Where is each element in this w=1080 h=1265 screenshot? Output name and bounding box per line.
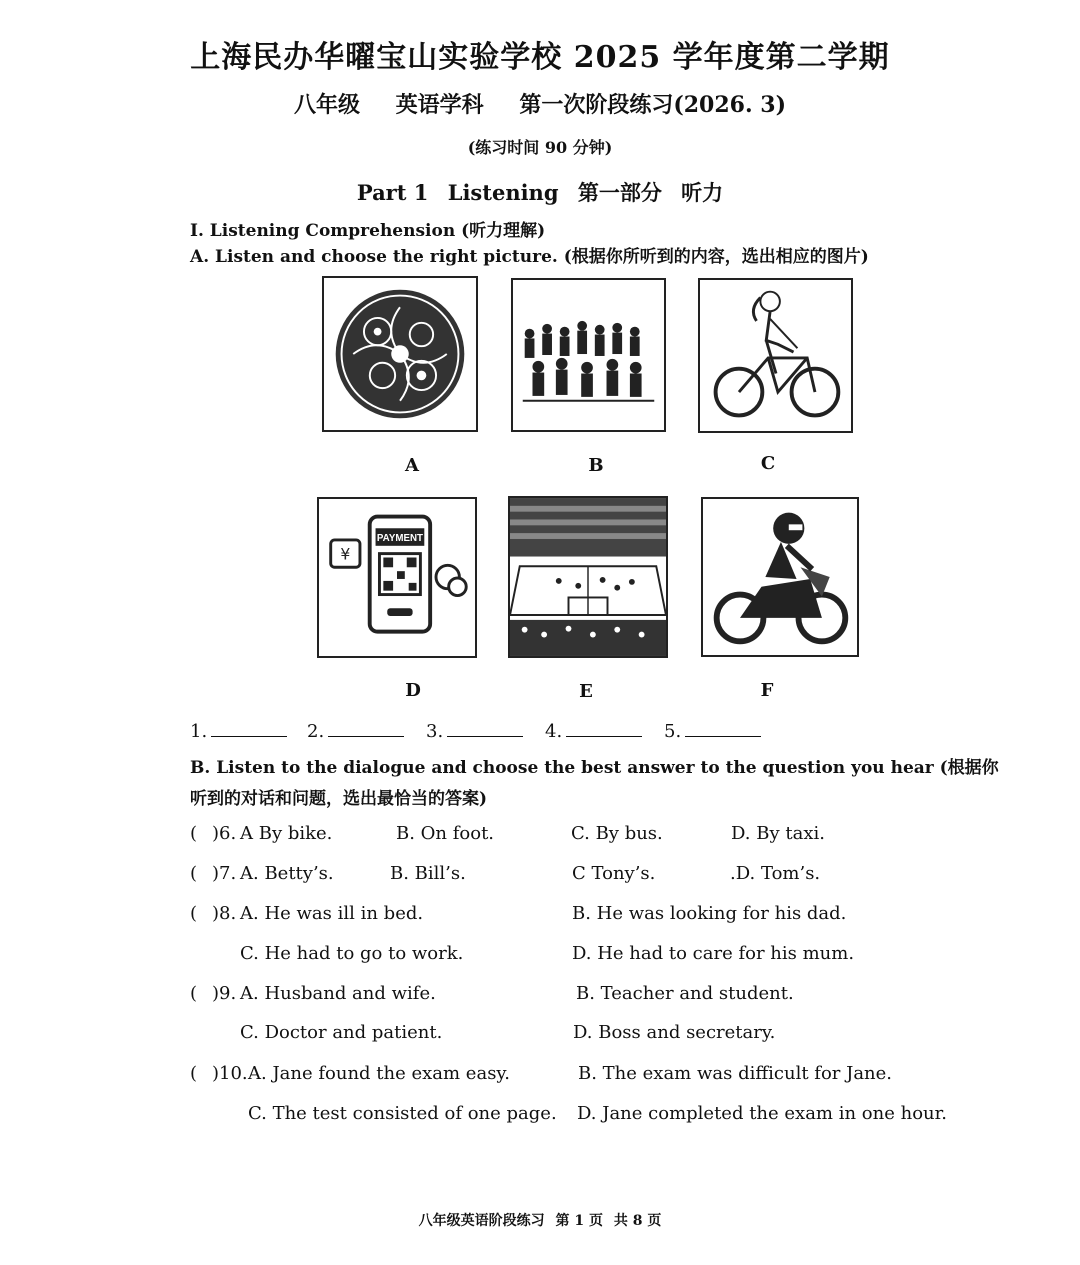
section-a-instruction: A. Listen and choose the right picture. (根据你所听到的内容，选出相应的图片) (190, 247, 869, 267)
picture-c (698, 278, 853, 433)
option-d: D. He had to care for his mum. (572, 943, 855, 964)
part-cn: 第一部分 (577, 180, 662, 205)
answer-bracket[interactable]: ( (190, 983, 198, 1004)
answer-blank-5[interactable] (664, 721, 761, 742)
answer-blank-4[interactable] (545, 721, 642, 742)
motorcycle-rider-icon (703, 499, 857, 655)
question-number: )6. (212, 823, 237, 844)
grade-label: 八年级 (293, 92, 360, 118)
picture-label-f: F (760, 680, 774, 701)
answer-blank-3[interactable] (426, 721, 523, 742)
option-a: A. Betty’s. (240, 863, 334, 884)
girl-cycling-icon (700, 280, 851, 431)
option-c: C Tony’s. (572, 863, 656, 884)
option-d: D. Jane completed the exam in one hour. (577, 1103, 947, 1124)
paper-cut-art-icon (324, 278, 476, 430)
section-heading: I. Listening Comprehension (听力理解) (190, 221, 546, 241)
orchestra-icon (513, 280, 664, 430)
option-d: .D. Tom’s. (730, 863, 821, 884)
part-name: Listening (447, 180, 559, 205)
option-a: A By bike. (240, 823, 333, 844)
svg-text:¥: ¥ (340, 545, 351, 564)
blank-number: 5. (664, 721, 682, 742)
option-b: B. Bill’s. (390, 863, 466, 884)
question-number: )7. (212, 863, 237, 884)
part-heading (0, 177, 1080, 207)
option-a: A. He was ill in bed. (240, 903, 424, 924)
blank-number: 3. (426, 721, 444, 742)
footer-total: 共 8 页 (613, 1213, 662, 1229)
picture-label-d: D (405, 680, 421, 701)
exam-subtitle (0, 88, 1080, 119)
picture-label-e: E (579, 681, 593, 702)
option-c: C. The test consisted of one page. (248, 1103, 557, 1124)
page-footer (0, 1210, 1080, 1230)
footer-page: 第 1 页 (555, 1213, 603, 1229)
option-b: B. He was looking for his dad. (572, 903, 847, 924)
option-c: C. He had to go to work. (240, 943, 464, 964)
picture-label-c: C (760, 453, 776, 474)
answer-bracket[interactable]: ( (190, 1063, 198, 1084)
svg-text:PAYMENT: PAYMENT (376, 532, 423, 544)
picture-d (317, 497, 477, 658)
option-d: D. By taxi. (731, 823, 825, 844)
exam-title: 上海民办华曜宝山实验学校 2025 学年度第二学期 (190, 40, 890, 75)
part-number: Part 1 (356, 180, 429, 205)
picture-e (508, 496, 668, 658)
option-d: D. Boss and secretary. (573, 1022, 776, 1043)
stage-label: 第一次阶段练习(2026. 3) (519, 92, 787, 118)
question-number: )8. (212, 903, 237, 924)
answer-bracket[interactable]: ( (190, 903, 198, 924)
time-note: (练习时间 90 分钟) (467, 138, 613, 157)
option-c: C. By bus. (571, 823, 663, 844)
option-b: B. On foot. (396, 823, 495, 844)
part-cn2: 听力 (681, 180, 724, 205)
stadium-icon (510, 498, 666, 656)
mobile-payment-icon (319, 499, 475, 656)
question-number: )9. (212, 983, 237, 1004)
picture-label-a: A (405, 455, 419, 476)
section-b-instruction: B. Listen to the dialogue and choose the best answer to the question you hear (根据你听到的对话和问题，选出最恰当的答案) (190, 758, 999, 809)
option-b: B. The exam was difficult for Jane. (578, 1063, 893, 1084)
answer-bracket[interactable]: ( (190, 863, 198, 884)
option-c: C. Doctor and patient. (240, 1022, 443, 1043)
answer-blank-2[interactable] (307, 721, 404, 742)
picture-b (511, 278, 666, 432)
option-b: B. Teacher and student. (576, 983, 794, 1004)
answer-bracket[interactable]: ( (190, 823, 198, 844)
option-a: A. Husband and wife. (240, 983, 436, 1004)
option-a: A. Jane found the exam easy. (248, 1063, 510, 1084)
answer-blank-1[interactable] (190, 721, 287, 742)
picture-f (701, 497, 859, 657)
blank-number: 4. (545, 721, 563, 742)
blank-number: 1. (190, 721, 208, 742)
picture-label-b: B (588, 455, 604, 476)
blank-number: 2. (307, 721, 325, 742)
subject-label: 英语学科 (395, 92, 484, 118)
footer-text: 八年级英语阶段练习 (418, 1213, 545, 1229)
picture-a (322, 276, 478, 432)
question-number: )10. (212, 1063, 248, 1084)
